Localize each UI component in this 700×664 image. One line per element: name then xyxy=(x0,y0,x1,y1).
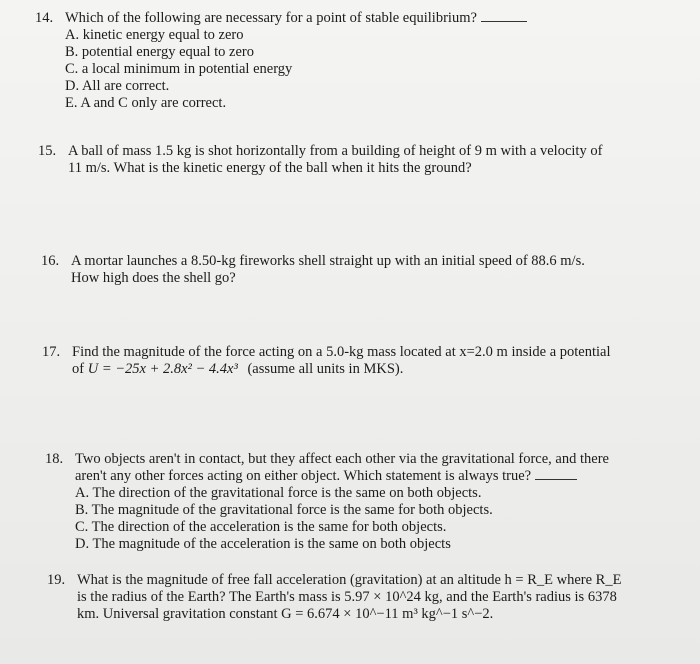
option-a: A. The direction of the gravitational force is the same on both objects. xyxy=(75,485,482,501)
question-text-line-1: What is the magnitude of free fall acceleration (gravitation) at an altitude h = R_E where R_E xyxy=(77,572,622,588)
question-text-line-1: A ball of mass 1.5 kg is shot horizontally from a building of height of 9 m with a velocity of xyxy=(68,143,603,159)
question-15 xyxy=(38,143,602,177)
question-text-line-2: 11 m/s. What is the kinetic energy of the ball when it hits the ground? xyxy=(68,160,472,176)
question-14 xyxy=(35,10,527,112)
question-19 xyxy=(47,572,621,623)
question-text-line-1: A mortar launches a 8.50-kg fireworks shell straight up with an initial speed of 88.6 m/s. xyxy=(71,253,585,269)
question-number: 14. xyxy=(35,10,54,26)
question-text-suffix: (assume all units in MKS). xyxy=(247,361,404,377)
option-b: B. The magnitude of the gravitational force is the same for both objects. xyxy=(75,502,493,518)
question-number: 19. xyxy=(47,572,66,588)
question-text-line-1: Find the magnitude of the force acting on a 5.0-kg mass located at x=2.0 m inside a potential xyxy=(72,344,611,360)
question-number: 17. xyxy=(42,344,61,360)
question-text: Which of the following are necessary for a point of stable equilibrium? xyxy=(65,10,477,26)
option-d: D. All are correct. xyxy=(65,78,170,94)
answer-blank[interactable] xyxy=(481,20,527,22)
question-17 xyxy=(42,344,611,378)
question-text-prefix: of xyxy=(72,361,85,377)
question-number: 15. xyxy=(38,143,57,159)
option-e: E. A and C only are correct. xyxy=(65,95,227,111)
question-16 xyxy=(41,253,585,287)
option-b: B. potential energy equal to zero xyxy=(65,44,254,60)
question-text-line-2: aren't any other forces acting on either object. Which statement is always true? xyxy=(75,468,532,484)
question-number: 16. xyxy=(41,253,60,269)
question-text-line-2: How high does the shell go? xyxy=(71,270,236,286)
question-number: 18. xyxy=(45,451,64,467)
question-text-line-3: km. Universal gravitation constant G = 6.674 × 10^−11 m³ kg^−1 s^−2. xyxy=(77,606,494,622)
potential-equation: U = −25x + 2.8x² − 4.4x³ xyxy=(87,361,238,377)
question-18 xyxy=(45,451,609,553)
option-c: C. a local minimum in potential energy xyxy=(65,61,293,77)
answer-blank[interactable] xyxy=(535,478,577,480)
option-a: A. kinetic energy equal to zero xyxy=(65,27,244,43)
question-text-line-2: is the radius of the Earth? The Earth's mass is 5.97 × 10^24 kg, and the Earth's radius is 6378 xyxy=(77,589,617,605)
option-d: D. The magnitude of the acceleration is the same on both objects xyxy=(75,536,451,552)
option-c: C. The direction of the acceleration is the same for both objects. xyxy=(75,519,447,535)
question-text-line-1: Two objects aren't in contact, but they affect each other via the gravitational force, and there xyxy=(75,451,609,467)
